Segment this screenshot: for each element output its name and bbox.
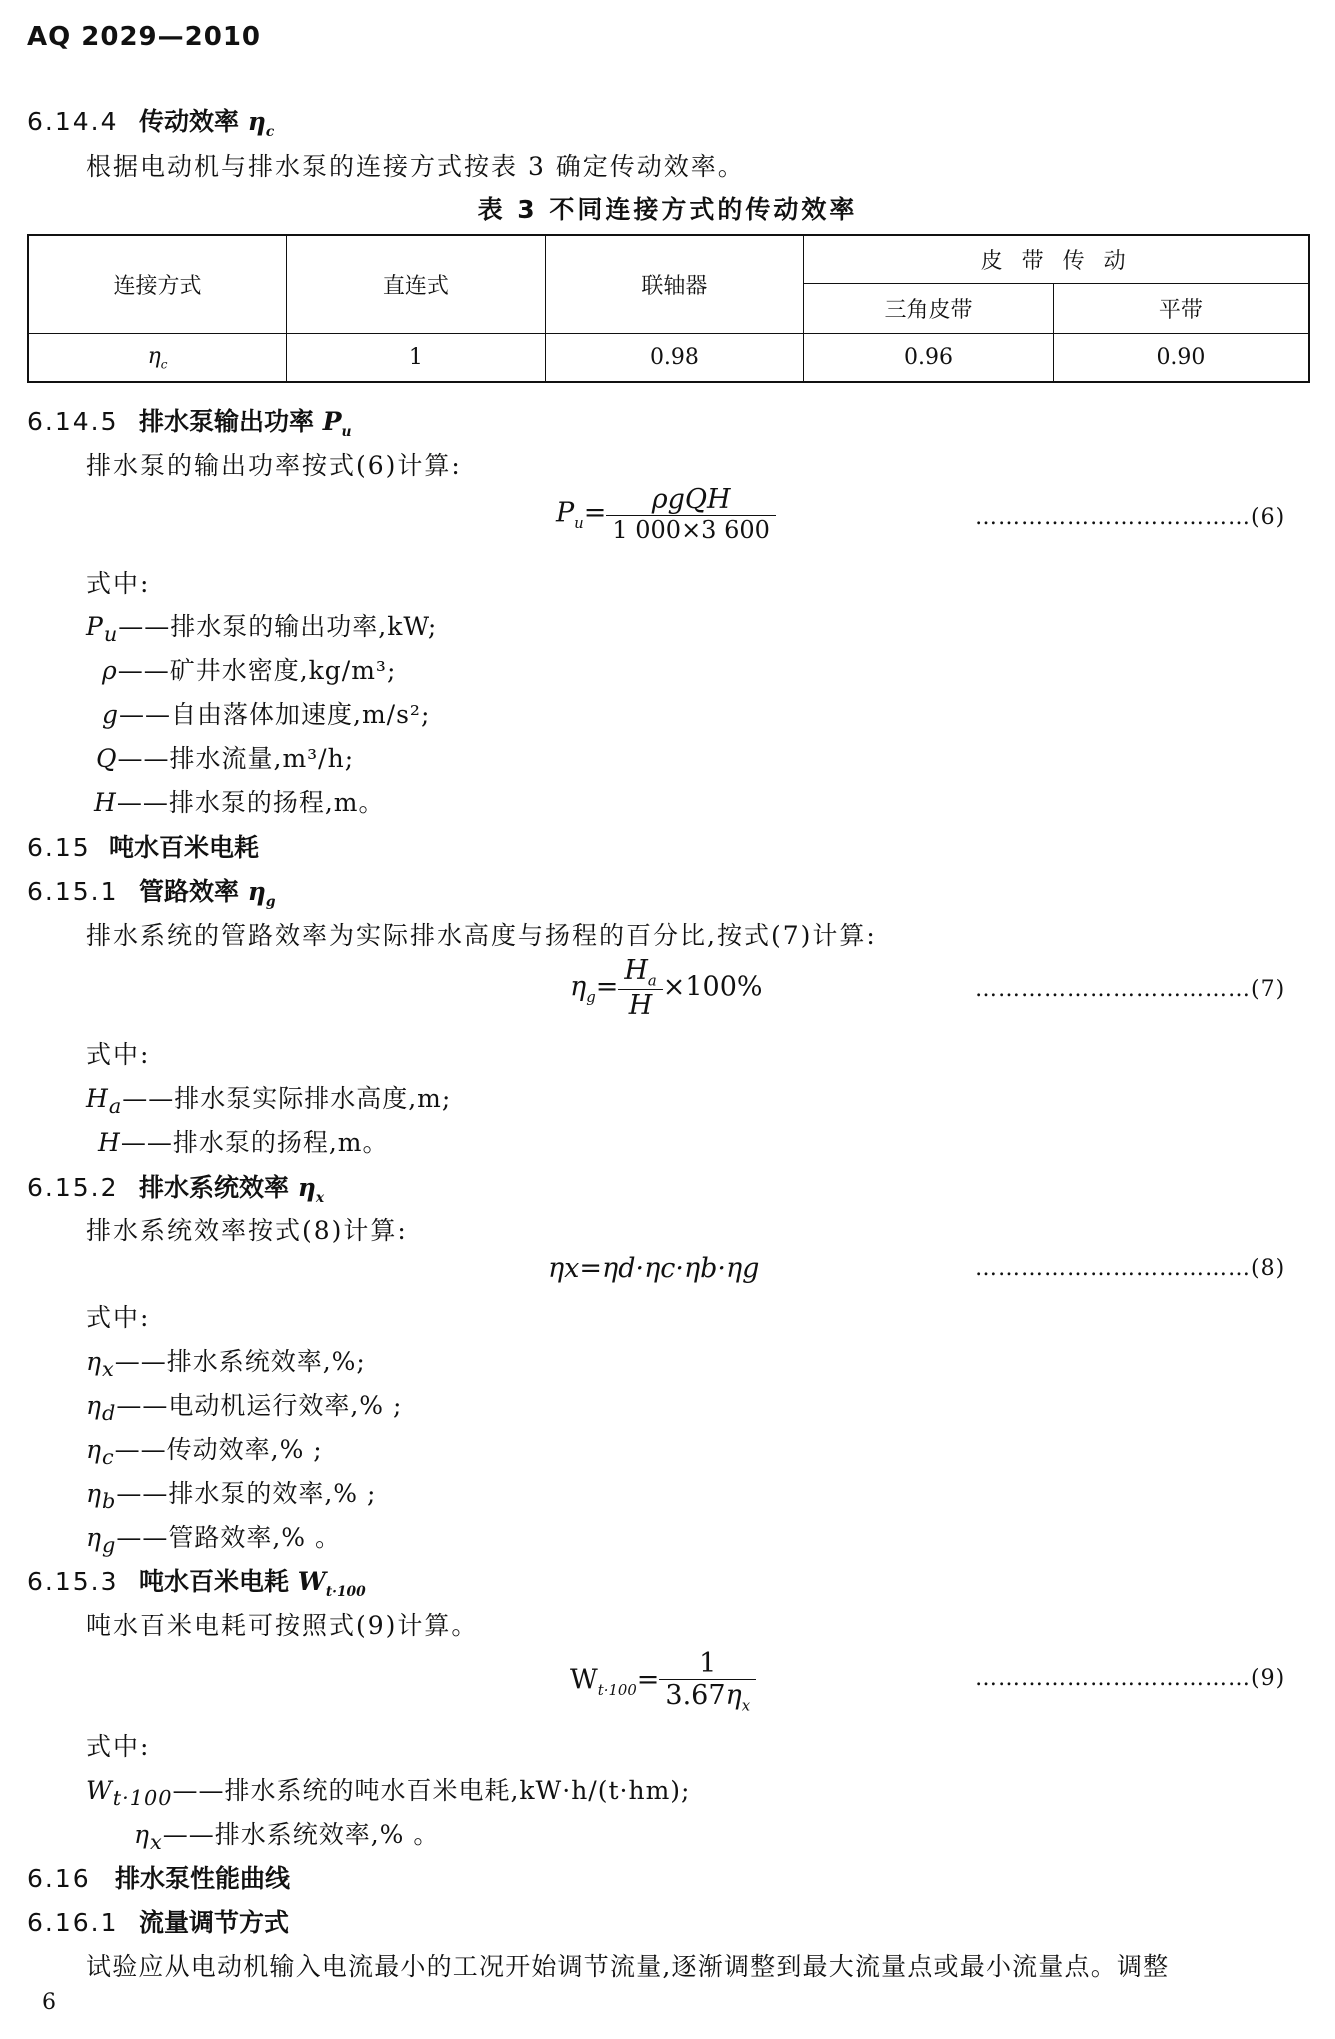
def-eta-x: $\eta_x——$排水系统效率,%; bbox=[86, 1347, 366, 1381]
header-connection-type: 连接方式 bbox=[28, 235, 287, 333]
cell-coupling: 0.98 bbox=[545, 333, 804, 382]
where-label-7: 式中: bbox=[86, 1040, 151, 1069]
paragraph-6-15-1: 排水系统的管路效率为实际排水高度与扬程的百分比,按式(7)计算: bbox=[86, 921, 877, 950]
equation-number-8: ………………………………(8) bbox=[975, 1256, 1286, 1281]
paragraph-6-14-5: 排水泵的输出功率按式(6)计算: bbox=[86, 451, 462, 480]
def-eta-c: $\eta_c——$传动效率,% ; bbox=[86, 1435, 323, 1469]
heading-6-14-5: 6.14.5 排水泵输出功率 $P_u$ bbox=[27, 407, 352, 440]
heading-6-15-2: 6.15.2 排水系统效率 $\eta_x$ bbox=[27, 1173, 325, 1206]
def-eta-b: $\eta_b——$排水泵的效率,% ; bbox=[86, 1479, 377, 1513]
def-pu: $P_u——$排水泵的输出功率,kW; bbox=[86, 612, 438, 646]
row-label: $\eta_c$ bbox=[28, 333, 287, 382]
header-flat-belt: 平带 bbox=[1053, 283, 1309, 333]
paragraph-6-15-2: 排水系统效率按式(8)计算: bbox=[86, 1216, 408, 1245]
def-ha: $H_a——$排水泵实际排水高度,m; bbox=[86, 1084, 452, 1118]
def-q: Q——排水流量,m³/h; bbox=[96, 744, 355, 773]
equation-number-9: ………………………………(9) bbox=[975, 1666, 1286, 1691]
equation-9: $W_{t\cdot 100}=$ $\frac{1}{3.67\eta_x}$ bbox=[570, 1648, 756, 1714]
heading-6-15: 6.15 吨水百米电耗 bbox=[27, 833, 260, 862]
cell-v-belt: 0.96 bbox=[804, 333, 1054, 382]
table-transmission-efficiency bbox=[27, 234, 1310, 383]
def-h-7: H——排水泵的扬程,m。 bbox=[98, 1128, 389, 1157]
heading-6-16: 6.16 排水泵性能曲线 bbox=[27, 1864, 291, 1893]
header-v-belt: 三角皮带 bbox=[804, 283, 1054, 333]
def-w: $W_{t\cdot 100}——$排水系统的吨水百米电耗,kW·h/(t·hm); bbox=[86, 1776, 691, 1810]
paragraph-6-14-4: 根据电动机与排水泵的连接方式按表 3 确定传动效率。 bbox=[86, 152, 745, 181]
def-eta-g: $\eta_g——$管路效率,% 。 bbox=[86, 1523, 341, 1557]
table-caption: 表 3 不同连接方式的传动效率 bbox=[477, 195, 858, 224]
where-label-8: 式中: bbox=[86, 1303, 151, 1332]
heading-6-15-1: 6.15.1 管路效率 $\eta_g$ bbox=[27, 877, 276, 910]
header-direct: 直连式 bbox=[287, 235, 546, 333]
cell-direct: 1 bbox=[287, 333, 546, 382]
header-belt-group: 皮 带 传 动 bbox=[804, 235, 1309, 283]
header-coupling: 联轴器 bbox=[545, 235, 804, 333]
heading-6-14-4: 6.14.4 传动效率 $\eta_c$ bbox=[27, 107, 275, 140]
equation-number-7: ………………………………(7) bbox=[975, 977, 1286, 1002]
where-label: 式中: bbox=[86, 569, 151, 598]
paragraph-6-15-3: 吨水百米电耗可按照式(9)计算。 bbox=[86, 1611, 479, 1640]
equation-number-6: ………………………………(6) bbox=[975, 505, 1286, 530]
def-rho: ρ——矿井水密度,kg/m³; bbox=[102, 656, 397, 685]
page-number: 6 bbox=[42, 1990, 56, 2015]
heading-6-15-3: 6.15.3 吨水百米电耗 $W_{t\cdot 100}$ bbox=[27, 1567, 366, 1600]
equation-8: ηx=ηd·ηc·ηb·ηg bbox=[548, 1253, 760, 1284]
where-label-9: 式中: bbox=[86, 1732, 151, 1761]
standard-code: AQ 2029—2010 bbox=[27, 22, 262, 52]
cell-flat-belt: 0.90 bbox=[1053, 333, 1309, 382]
def-h: H——排水泵的扬程,m。 bbox=[94, 788, 385, 817]
heading-6-16-1: 6.16.1 流量调节方式 bbox=[27, 1908, 290, 1937]
paragraph-6-16-1: 试验应从电动机输入电流最小的工况开始调节流量,逐渐调整到最大流量点或最小流量点。调整 bbox=[86, 1952, 1170, 1981]
equation-7: $\eta_g=$ $\frac{H_a}{H}$ ×100% bbox=[570, 955, 763, 1022]
def-eta-x-9: $\eta_x——$排水系统效率,% 。 bbox=[134, 1820, 440, 1854]
equation-6: $P_u=$ $\frac{\text{ρgQH}}{1 000\times 3 600}$ bbox=[556, 484, 776, 544]
def-g: g——自由落体加速度,m/s²; bbox=[102, 700, 431, 729]
def-eta-d: $\eta_d——$电动机运行效率,% ; bbox=[86, 1391, 403, 1425]
